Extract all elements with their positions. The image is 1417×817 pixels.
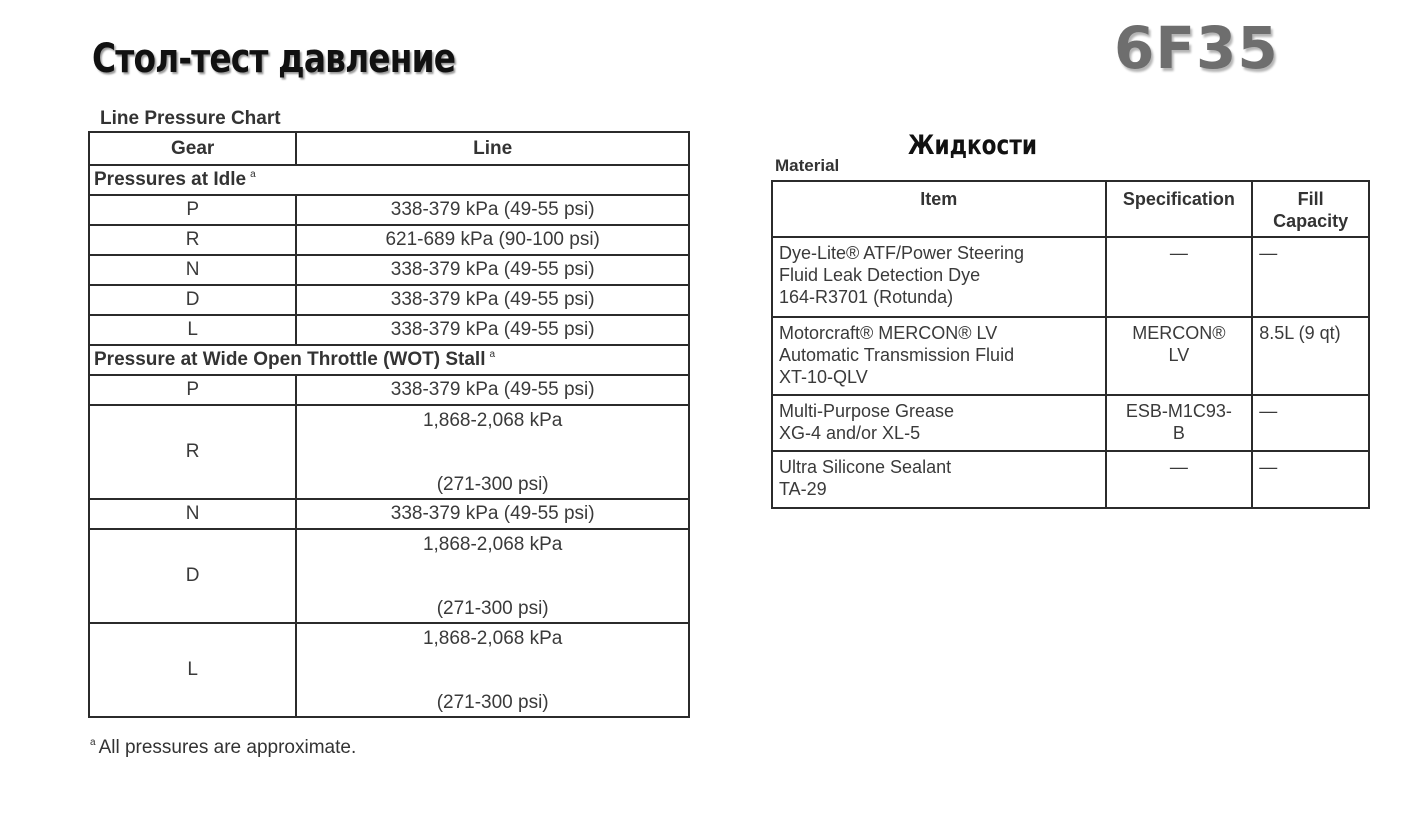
line-cell: 1,868-2,068 kPa (271-300 psi) bbox=[296, 623, 689, 717]
line-cell: 621-689 kPa (90-100 psi) bbox=[296, 225, 689, 255]
column-header-item: Item bbox=[772, 181, 1106, 237]
line-pressure-chart-label: Line Pressure Chart bbox=[100, 108, 281, 129]
gear-cell: N bbox=[89, 499, 296, 529]
line-cell: 338-379 kPa (49-55 psi) bbox=[296, 315, 689, 345]
gear-cell: N bbox=[89, 255, 296, 285]
section-wot-stall: Pressure at Wide Open Throttle (WOT) Stall $^a$ bbox=[89, 345, 689, 375]
table-row bbox=[89, 499, 689, 529]
table-row bbox=[89, 255, 689, 285]
gear-cell: D bbox=[89, 529, 296, 623]
line-cell: 1,868-2,068 kPa (271-300 psi) bbox=[296, 529, 689, 623]
line-cell: 338-379 kPa (49-55 psi) bbox=[296, 375, 689, 405]
column-header-specification: Specification bbox=[1106, 181, 1253, 237]
item-cell: Motorcraft® MERCON® LV Automatic Transmission Fluid XT-10-QLV bbox=[772, 317, 1106, 395]
line-cell: 1,868-2,068 kPa (271-300 psi) bbox=[296, 405, 689, 499]
column-header-line: Line bbox=[296, 132, 689, 165]
column-header-gear: Gear bbox=[89, 132, 296, 165]
table-row bbox=[89, 375, 689, 405]
table-row bbox=[89, 405, 689, 499]
gear-cell: D bbox=[89, 285, 296, 315]
spec-cell: ESB-M1C93- B bbox=[1106, 395, 1253, 451]
table-row bbox=[89, 195, 689, 225]
fill-cell: — bbox=[1252, 451, 1369, 508]
fill-cell: — bbox=[1252, 395, 1369, 451]
line-cell: 338-379 kPa (49-55 psi) bbox=[296, 499, 689, 529]
page-title: Стол-тест давление bbox=[92, 36, 456, 82]
fill-cell: — bbox=[1252, 237, 1369, 317]
table-row bbox=[772, 237, 1369, 317]
material-label: Material bbox=[775, 156, 840, 175]
item-cell: Dye-Lite® ATF/Power Steering Fluid Leak Detection Dye 164-R3701 (Rotunda) bbox=[772, 237, 1106, 317]
table-row bbox=[89, 225, 689, 255]
spec-cell: MERCON® LV bbox=[1106, 317, 1253, 395]
spec-cell: — bbox=[1106, 237, 1253, 317]
gear-cell: P bbox=[89, 375, 296, 405]
fluids-title: Жидкости bbox=[908, 130, 1037, 161]
column-header-fill-capacity: Fill Capacity bbox=[1252, 181, 1369, 237]
table-row bbox=[772, 395, 1369, 451]
footnote: $^a$ All pressures are approximate. bbox=[90, 737, 357, 758]
line-pressure-table bbox=[88, 131, 690, 718]
line-cell: 338-379 kPa (49-55 psi) bbox=[296, 255, 689, 285]
table-row bbox=[772, 317, 1369, 395]
line-cell: 338-379 kPa (49-55 psi) bbox=[296, 195, 689, 225]
material-table bbox=[771, 180, 1370, 509]
gear-cell: P bbox=[89, 195, 296, 225]
table-row bbox=[772, 451, 1369, 508]
table-row bbox=[89, 529, 689, 623]
line-cell: 338-379 kPa (49-55 psi) bbox=[296, 285, 689, 315]
section-idle: Pressures at Idle $^a$ bbox=[89, 165, 689, 195]
item-cell: Multi-Purpose Grease XG-4 and/or XL-5 bbox=[772, 395, 1106, 451]
gear-cell: L bbox=[89, 623, 296, 717]
gear-cell: L bbox=[89, 315, 296, 345]
table-row bbox=[89, 315, 689, 345]
model-label: 6F35 bbox=[1114, 14, 1279, 82]
table-row bbox=[89, 285, 689, 315]
gear-cell: R bbox=[89, 225, 296, 255]
fill-cell: 8.5L (9 qt) bbox=[1252, 317, 1369, 395]
gear-cell: R bbox=[89, 405, 296, 499]
table-row bbox=[89, 623, 689, 717]
spec-cell: — bbox=[1106, 451, 1253, 508]
item-cell: Ultra Silicone Sealant TA-29 bbox=[772, 451, 1106, 508]
